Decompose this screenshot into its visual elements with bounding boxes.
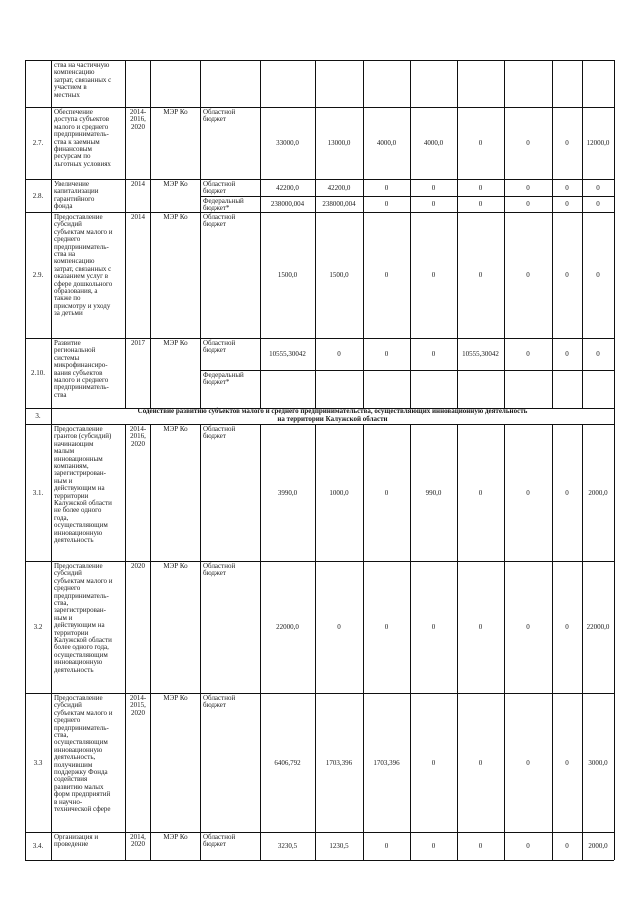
budget-table: [25, 60, 614, 860]
budget-value: 0: [596, 200, 600, 208]
grid-line: [614, 424, 615, 561]
grid-line: [25, 212, 614, 213]
funding-source: Областной бюджет: [203, 425, 236, 441]
budget-value: 0: [526, 271, 530, 279]
funding-source: Областной бюджет: [203, 108, 236, 124]
budget-value: 0: [431, 758, 436, 767]
grid-line: [614, 212, 615, 338]
budget-value: 0: [478, 183, 483, 192]
funding-source: Областной бюджет: [203, 694, 236, 710]
grid-line: [125, 60, 126, 107]
measure-description: ства на частичную компенсацию затрат, связанных с участием в местных: [54, 61, 112, 99]
funding-source: Областной бюджет: [203, 180, 236, 196]
budget-value: 0: [478, 842, 483, 850]
period-years: 2014- 2016, 2020: [129, 108, 147, 131]
measure-description: Предоставление субсидий субъектам малого и среднего предприниматель- ства, осуществляющим инновационную деятельность, получившим поддержку Фонда содействия развитию малых форм предприятий в научно- технической сфере: [54, 694, 113, 814]
grid-line: [150, 179, 151, 212]
grid-line: [125, 212, 126, 338]
section-title: Содействие развитию субъектов малого и среднего предпринимательства, осуществляющих инновационную деятельность: [137, 407, 528, 415]
budget-value: 0: [565, 139, 569, 147]
budget-value: 1500,0: [329, 271, 349, 279]
budget-value: 0: [478, 271, 483, 279]
executor: МЭР Ко: [163, 425, 188, 433]
grid-line: [125, 424, 126, 561]
grid-line: [363, 338, 364, 408]
grid-line: [125, 693, 126, 832]
budget-value: 0: [526, 623, 530, 631]
budget-value: 0: [596, 350, 600, 358]
grid-line: [125, 107, 126, 179]
grid-line: [614, 561, 615, 693]
budget-value: 0: [431, 271, 436, 279]
budget-value: 0: [565, 488, 569, 497]
budget-value: 0: [478, 758, 483, 767]
grid-line: [51, 424, 52, 561]
grid-line: [51, 107, 52, 179]
budget-value: 0: [384, 271, 389, 279]
budget-value: 22000,0: [586, 623, 610, 631]
executor: МЭР Ко: [163, 562, 188, 570]
grid-line: [51, 212, 52, 338]
grid-line: [125, 179, 126, 212]
grid-line: [150, 832, 151, 860]
grid-line: [51, 561, 52, 693]
measure-description: Предоставление грантов (субсидий) начинающим малым инновационным компаниям, зарегистрирован- ным и действующим на территории Калужской области не более одного года, осуществляющим инновационную деятельность: [54, 425, 112, 545]
grid-line: [150, 424, 151, 561]
grid-line: [25, 107, 614, 108]
measure-description: Обеспечение доступа субъектов малого и среднего предприниматель- ства к заемным финансовым ресурсам по льготных условиях: [54, 108, 111, 168]
grid-line: [25, 561, 614, 562]
budget-value: 1703,396: [373, 758, 400, 767]
budget-value: 0: [431, 200, 436, 208]
grid-line: [51, 338, 52, 408]
budget-value: 0: [431, 623, 436, 631]
executor: МЭР Ко: [163, 213, 188, 221]
row-number: 3.2: [33, 623, 43, 631]
grid-line: [150, 338, 151, 408]
grid-line: [200, 196, 614, 197]
budget-value: 0: [526, 758, 530, 767]
budget-value: 0: [526, 139, 530, 147]
budget-value: 0: [565, 623, 569, 631]
grid-line: [504, 338, 505, 408]
executor: МЭР Ко: [163, 339, 188, 347]
grid-line: [200, 832, 201, 860]
budget-value: 3000,0: [588, 758, 608, 767]
budget-value: 10555,30042: [269, 350, 306, 358]
executor: МЭР Ко: [163, 180, 188, 188]
row-number: 2.10.: [31, 369, 45, 377]
grid-line: [200, 561, 201, 693]
period-years: 2014: [131, 213, 145, 221]
grid-line: [457, 338, 458, 408]
grid-line: [614, 408, 615, 424]
measure-description: Развитие региональной системы микрофинансиро- вания субъектов малого и среднего предприниматель- ства: [54, 339, 109, 399]
grid-line: [150, 107, 151, 179]
grid-line: [363, 60, 364, 107]
budget-value: 0: [337, 350, 341, 358]
budget-value: 0: [384, 488, 389, 497]
measure-description: Предоставление субсидий субъектам малого и среднего предприниматель- ства на компенсацию затрат, связанных с оказанием услуг в сфере дошкольного образования, а также по присмотру и уходу за детьми: [54, 213, 113, 318]
grid-line: [51, 179, 52, 212]
grid-line: [25, 60, 614, 61]
funding-source: Областной бюджет: [203, 562, 236, 578]
budget-value: 0: [565, 842, 569, 850]
grid-line: [150, 60, 151, 107]
grid-line: [25, 179, 614, 180]
grid-line: [614, 107, 615, 179]
grid-line: [260, 60, 261, 107]
budget-value: 0: [337, 623, 341, 631]
budget-value: 238000,004: [270, 200, 305, 208]
budget-value: 1000,0: [329, 488, 349, 497]
budget-value: 0: [478, 200, 483, 208]
grid-line: [614, 60, 615, 107]
period-years: 2014: [131, 180, 145, 188]
period-years: 2014, 2020: [130, 833, 146, 849]
budget-value: 42200,0: [327, 183, 351, 192]
budget-value: 0: [565, 200, 569, 208]
measure-description: Предоставление субсидий субъектам малого и среднего предприниматель- ства, зарегистрирован- ным и действующим на территории Калужской области более одного года, осуществляющим инновационную деятельность: [54, 562, 113, 674]
grid-line: [614, 832, 615, 860]
grid-line: [51, 832, 52, 860]
grid-line: [51, 60, 52, 107]
grid-line: [582, 338, 583, 408]
budget-value: 0: [431, 350, 436, 358]
budget-value: 0: [384, 350, 389, 358]
period-years: 2017: [131, 339, 145, 347]
grid-line: [125, 561, 126, 693]
budget-value: 1500,0: [277, 271, 298, 279]
grid-line: [260, 338, 261, 408]
grid-line: [25, 424, 614, 425]
grid-line: [150, 561, 151, 693]
grid-line: [200, 60, 201, 107]
budget-value: 0: [526, 183, 530, 192]
executor: МЭР Ко: [163, 694, 188, 702]
budget-value: 238000,004: [322, 200, 356, 208]
budget-value: 12000,0: [586, 139, 610, 147]
grid-line: [51, 693, 52, 832]
grid-line: [200, 693, 201, 832]
grid-line: [614, 179, 615, 212]
budget-value: 0: [565, 758, 569, 767]
budget-value: 990,0: [425, 488, 442, 497]
budget-value: 0: [478, 623, 483, 631]
row-number: 3.1.: [32, 488, 44, 497]
budget-value: 0: [596, 271, 600, 279]
grid-line: [200, 424, 201, 561]
period-years: 2014- 2015, 2020: [129, 694, 147, 717]
grid-line: [457, 60, 458, 107]
grid-line: [410, 60, 411, 107]
budget-value: 4000,0: [376, 139, 397, 147]
budget-value: 3990,0: [277, 488, 298, 497]
grid-line: [25, 60, 26, 107]
budget-value: 0: [596, 183, 600, 192]
budget-value: 33000,0: [276, 139, 299, 147]
grid-line: [200, 212, 201, 338]
budget-value: 2000,0: [588, 488, 608, 497]
measure-description: Увеличение капитализации гарантийного фонда: [54, 180, 99, 211]
grid-line: [125, 832, 126, 860]
budget-value: 0: [431, 842, 436, 850]
grid-line: [582, 60, 583, 107]
budget-value: 1230,5: [329, 842, 349, 850]
funding-source: Областной бюджет: [203, 339, 236, 355]
budget-value: 0: [431, 183, 436, 192]
budget-value: 6406,792: [274, 758, 301, 767]
grid-line: [150, 693, 151, 832]
grid-line: [200, 370, 614, 371]
grid-line: [504, 60, 505, 107]
budget-value: 0: [478, 139, 483, 147]
executor: МЭР Ко: [163, 833, 188, 841]
grid-line: [25, 832, 614, 833]
grid-line: [150, 212, 151, 338]
row-number: 3.4.: [32, 842, 44, 850]
grid-line: [552, 338, 553, 408]
budget-value: 42200,0: [276, 183, 299, 192]
budget-value: 0: [384, 200, 389, 208]
grid-line: [614, 338, 615, 408]
grid-line: [315, 60, 316, 107]
budget-value: 0: [526, 842, 530, 850]
grid-line: [552, 60, 553, 107]
grid-line: [315, 338, 316, 408]
budget-value: 0: [526, 200, 530, 208]
grid-line: [614, 693, 615, 832]
grid-line: [25, 860, 614, 861]
funding-source: Областной бюджет: [203, 833, 236, 849]
period-years: 2020: [131, 562, 145, 570]
period-years: 2014- 2016, 2020: [129, 425, 147, 448]
grid-line: [200, 338, 201, 408]
section-title-line2: на территории Калужской области: [277, 415, 388, 423]
budget-value: 22000,0: [276, 623, 299, 631]
section-number: 3.: [35, 412, 41, 420]
budget-value: 3230,5: [277, 842, 298, 850]
budget-value: 4000,0: [423, 139, 444, 147]
budget-value: 1703,396: [325, 758, 353, 767]
budget-value: 0: [478, 488, 483, 497]
row-number: 2.8.: [32, 191, 44, 200]
row-number: 2.9.: [32, 271, 44, 279]
grid-line: [25, 693, 614, 694]
measure-description: Организация и проведение: [54, 833, 99, 849]
budget-value: 0: [384, 623, 389, 631]
executor: МЭР Ко: [163, 108, 188, 116]
funding-source: Областной бюджет: [203, 213, 236, 229]
budget-value: 0: [565, 350, 569, 358]
budget-value: 0: [526, 488, 530, 497]
funding-source: Федеральный бюджет*: [203, 371, 244, 387]
budget-value: 0: [565, 271, 569, 279]
budget-value: 13000,0: [327, 139, 351, 147]
grid-line: [200, 107, 201, 179]
grid-line: [25, 338, 614, 339]
row-number: 3.3: [33, 758, 43, 767]
budget-value: 0: [565, 183, 569, 192]
grid-line: [125, 338, 126, 408]
budget-value: 0: [384, 183, 389, 192]
funding-source: Федеральный бюджет*: [203, 197, 244, 213]
budget-value: 0: [526, 350, 530, 358]
budget-value: 0: [384, 842, 389, 850]
row-number: 2.7.: [32, 139, 44, 147]
grid-line: [410, 338, 411, 408]
budget-value: 10555,30042: [462, 350, 499, 358]
budget-value: 2000,0: [588, 842, 608, 850]
